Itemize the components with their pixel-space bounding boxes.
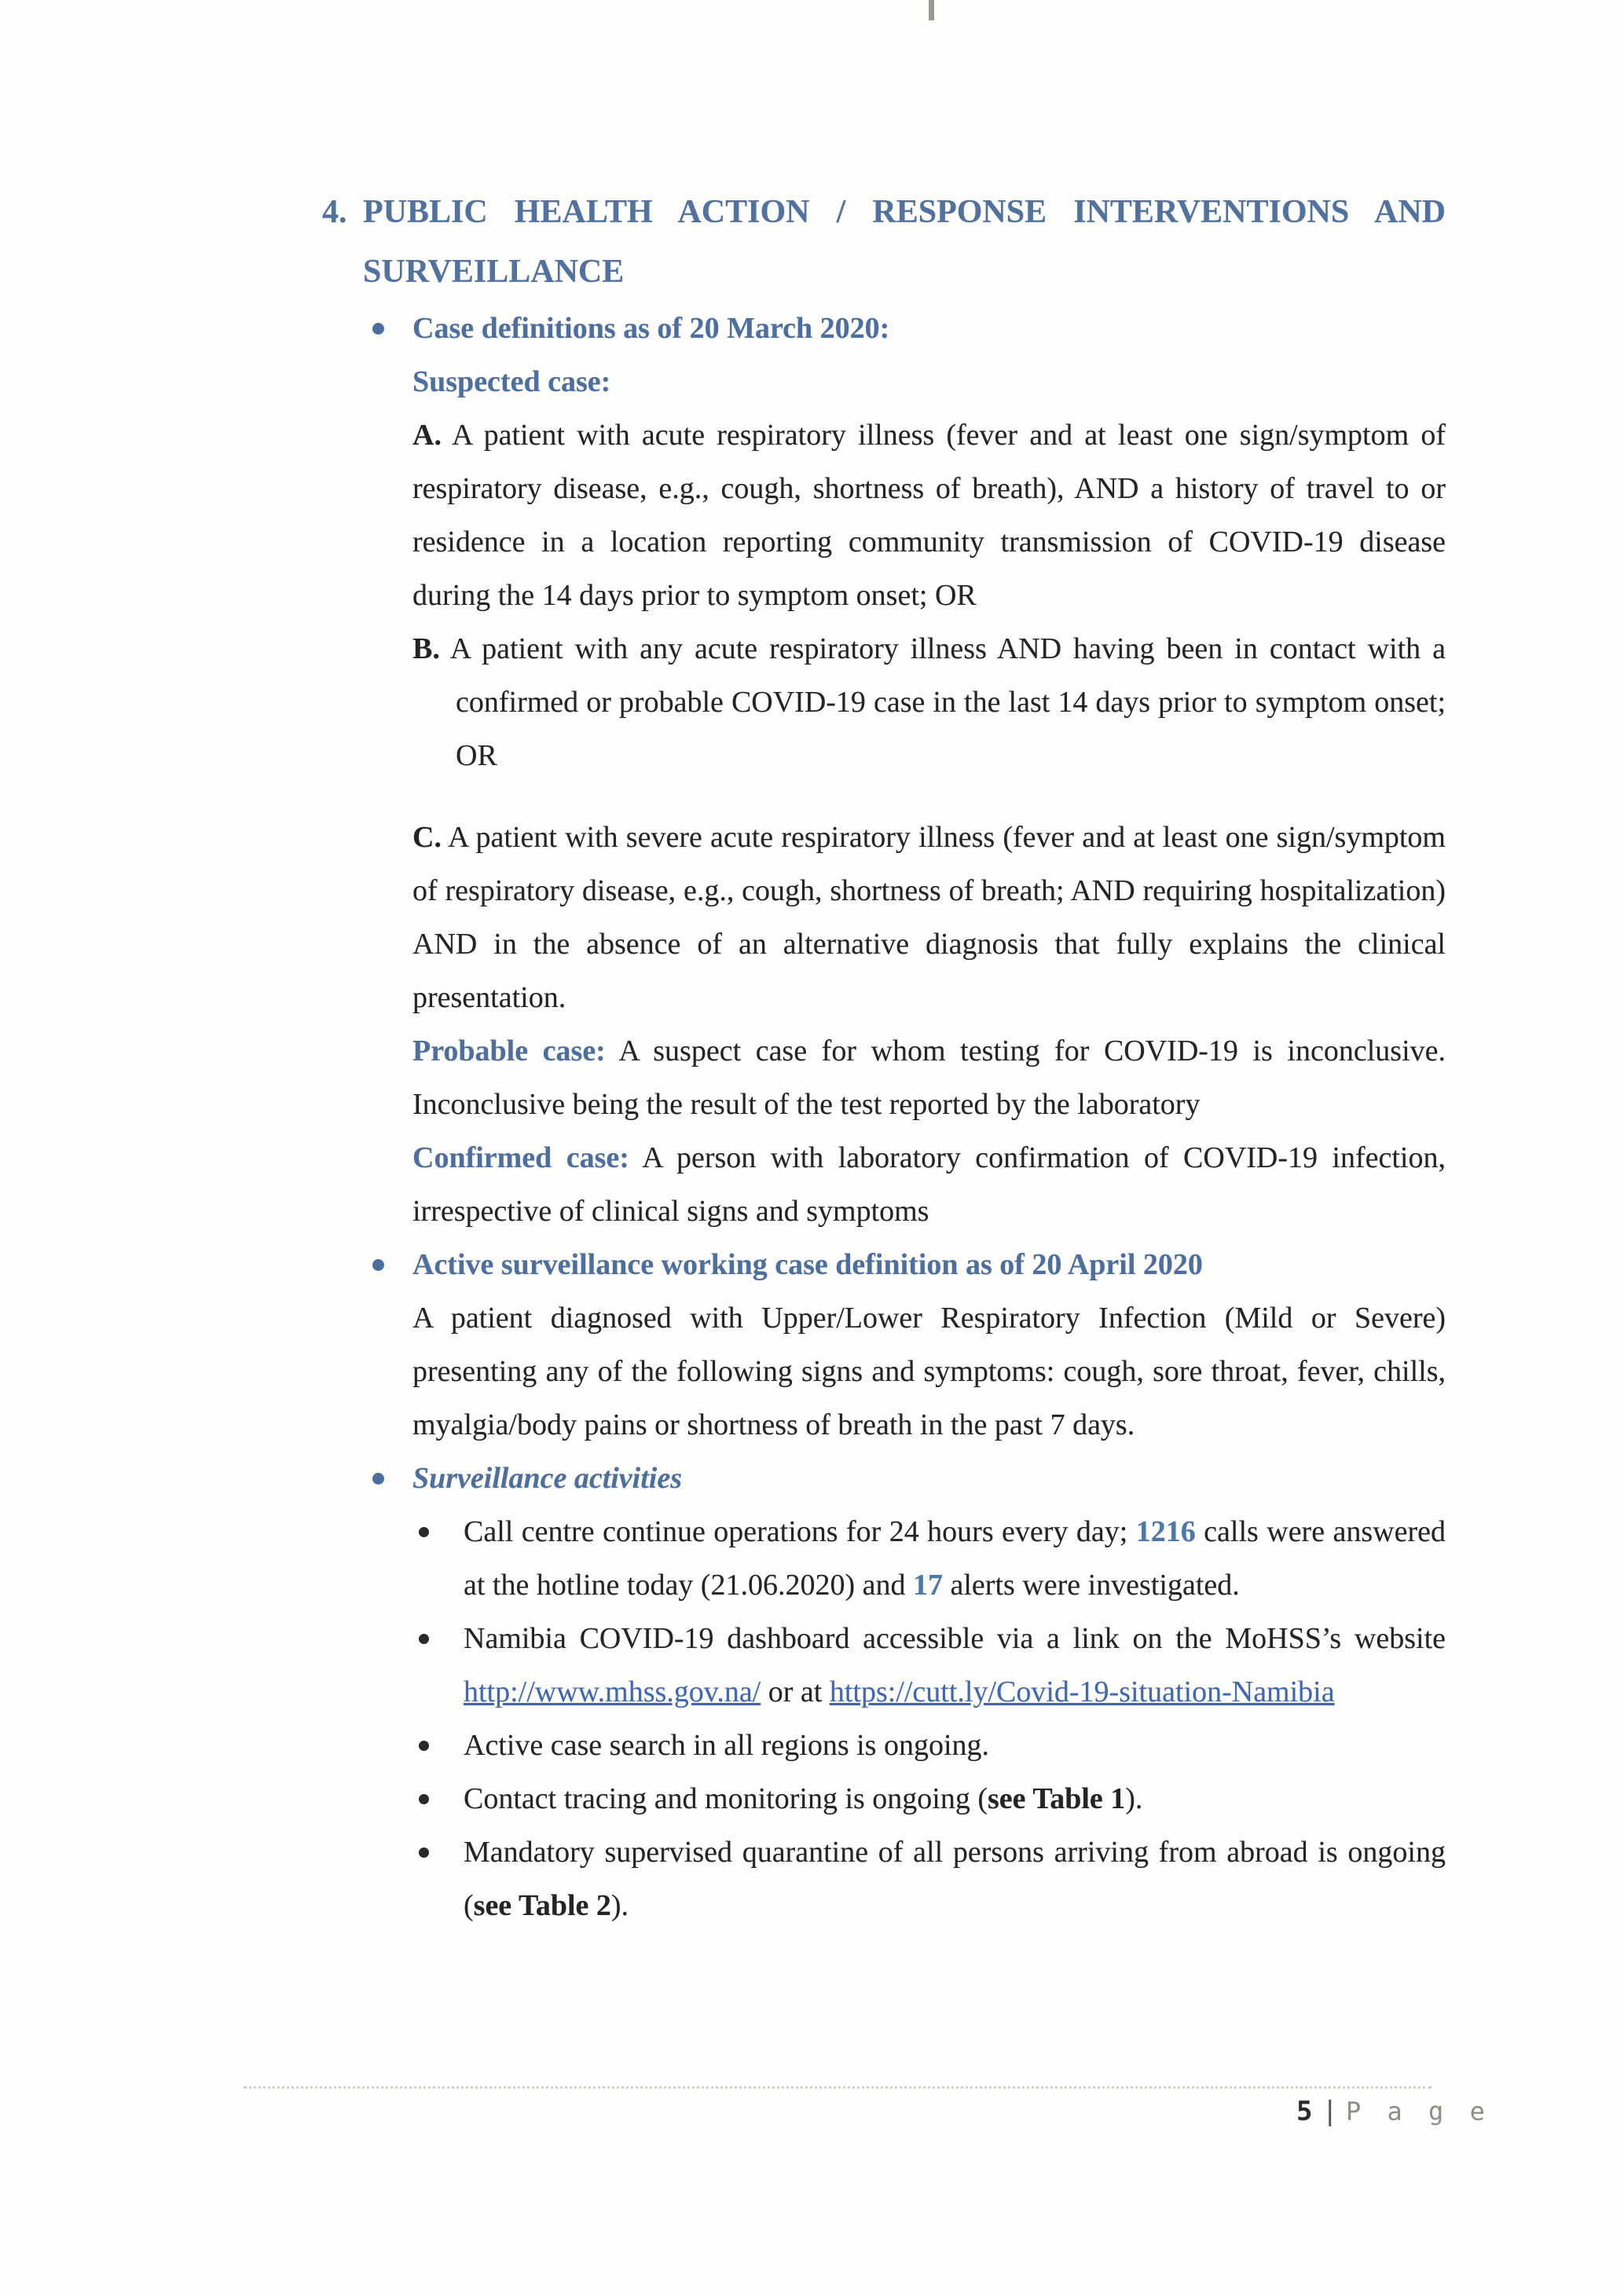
page-number: 5 — [1296, 2096, 1313, 2127]
covid-situation-link[interactable]: https://cutt.ly/Covid-19-situation-Namibia — [829, 1675, 1335, 1708]
bullet-icon — [419, 1634, 429, 1644]
criterion-a-label: A. — [412, 419, 442, 452]
probable-case-definition — [412, 1024, 1446, 1131]
scan-artifact-icon — [929, 0, 934, 20]
list-item-contact-tracing — [412, 1772, 1446, 1825]
list-item-call-centre — [412, 1505, 1446, 1612]
dashboard-mid: or at — [761, 1675, 830, 1708]
document-body — [322, 182, 1446, 1932]
criterion-a-text: A patient with acute respiratory illness (fever and at least one sign/symptom of respiratory disease, e.g., cough, shortness of breath), AND a history of travel to or residence in a location reporting community transmission of COVID-19 disease during the 14 days prior to symptom onset; OR — [412, 419, 1446, 612]
case-search-text: Active case search in all regions is ongoing. — [464, 1729, 990, 1762]
call-centre-text — [464, 1505, 1446, 1612]
suspected-case-criterion-c — [412, 811, 1446, 1024]
active-surveillance-text: A patient diagnosed with Upper/Lower Respiratory Infection (Mild or Severe) presenting any of the following signs and symptoms: cough, sore throat, fever, chills, myalgia/body pains or shortness of breath in the past 7 days. — [412, 1302, 1446, 1441]
bullet-icon — [419, 1794, 429, 1804]
surveillance-activities-title: Surveillance activities — [412, 1462, 683, 1495]
bullet-icon — [419, 1527, 429, 1537]
suspected-case-criterion-a — [412, 408, 1446, 622]
call-centre-mid: calls were answered at the hotline today (21.06.2020) and — [464, 1515, 1446, 1602]
footer-separator: | — [1322, 2096, 1338, 2127]
probable-case-label: Probable case: — [412, 1034, 606, 1067]
criterion-b-label: B. — [412, 632, 440, 665]
mhss-website-link[interactable]: http://www.mhss.gov.na/ — [464, 1675, 761, 1708]
active-surveillance-content — [412, 1291, 1446, 1452]
confirmed-case-text: A person with laboratory confirmation of COVID-19 infection, irrespective of clinical signs and symptoms — [412, 1141, 1446, 1228]
calls-count: 1216 — [1135, 1515, 1196, 1548]
call-centre-post: alerts were investigated. — [943, 1569, 1240, 1602]
surveillance-activities-content — [412, 1505, 1446, 1932]
see-table-2: see Table 2 — [473, 1889, 611, 1922]
list-item-quarantine — [412, 1825, 1446, 1932]
bullet-icon — [419, 1741, 429, 1751]
bullet-icon — [372, 323, 384, 335]
confirmed-case-definition — [412, 1131, 1446, 1238]
contact-tracing-text — [464, 1772, 1446, 1825]
surveillance-activities-item — [322, 1452, 1446, 1505]
bullet-icon — [372, 1473, 384, 1485]
suspected-case-label: Suspected case: — [412, 365, 611, 398]
section-number: 4. — [322, 194, 347, 230]
quarantine-text — [464, 1825, 1446, 1932]
case-definitions-content — [412, 355, 1446, 1238]
case-definitions-item — [322, 302, 1446, 355]
section-heading — [322, 182, 1446, 302]
confirmed-case-label: Confirmed case: — [412, 1141, 629, 1174]
see-table-1: see Table 1 — [988, 1782, 1126, 1815]
bullet-icon — [372, 1259, 384, 1271]
quarantine-post: ). — [610, 1889, 629, 1922]
call-centre-pre: Call centre continue operations for 24 hours every day; — [464, 1515, 1136, 1548]
page-label: P a g e — [1345, 2096, 1490, 2126]
page-footer — [1296, 2096, 1490, 2127]
criterion-c-label: C. — [412, 821, 442, 854]
suspected-case-criterion-b — [412, 622, 1446, 782]
quarantine-pre: Mandatory supervised quarantine of all persons arriving from abroad is ongoing ( — [464, 1836, 1446, 1922]
list-item-case-search — [412, 1719, 1446, 1772]
dashboard-pre: Namibia COVID-19 dashboard accessible via a link on the MoHSS’s website — [464, 1622, 1446, 1655]
contact-tracing-post: ). — [1125, 1782, 1143, 1815]
contact-tracing-pre: Contact tracing and monitoring is ongoing ( — [464, 1782, 988, 1815]
probable-case-text: A suspect case for whom testing for COVID-19 is inconclusive. Inconclusive being the result of the test reported by the laboratory — [412, 1034, 1446, 1121]
alerts-count: 17 — [913, 1569, 943, 1602]
list-item-dashboard — [412, 1612, 1446, 1719]
footer-divider — [244, 2086, 1432, 2089]
case-definitions-title: Case definitions as of 20 March 2020: — [412, 312, 890, 345]
bullet-icon — [419, 1847, 429, 1858]
section-title: PUBLIC HEALTH ACTION / RESPONSE INTERVENTIONS AND SURVEILLANCE — [363, 194, 1446, 290]
criterion-c-text: A patient with severe acute respiratory illness (fever and at least one sign/symptom of respiratory disease, e.g., cough, shortness of breath; AND requiring hospitalization) AND in the absence of an alternative diagnosis that fully explains the clinical presentation. — [412, 821, 1446, 1014]
active-surveillance-title: Active surveillance working case definition as of 20 April 2020 — [412, 1248, 1203, 1281]
criterion-b-text: A patient with any acute respiratory illness AND having been in contact with a confirmed or probable COVID-19 case in the last 14 days prior to symptom onset; OR — [439, 632, 1446, 772]
active-surveillance-item — [322, 1238, 1446, 1291]
dashboard-text — [464, 1612, 1446, 1719]
